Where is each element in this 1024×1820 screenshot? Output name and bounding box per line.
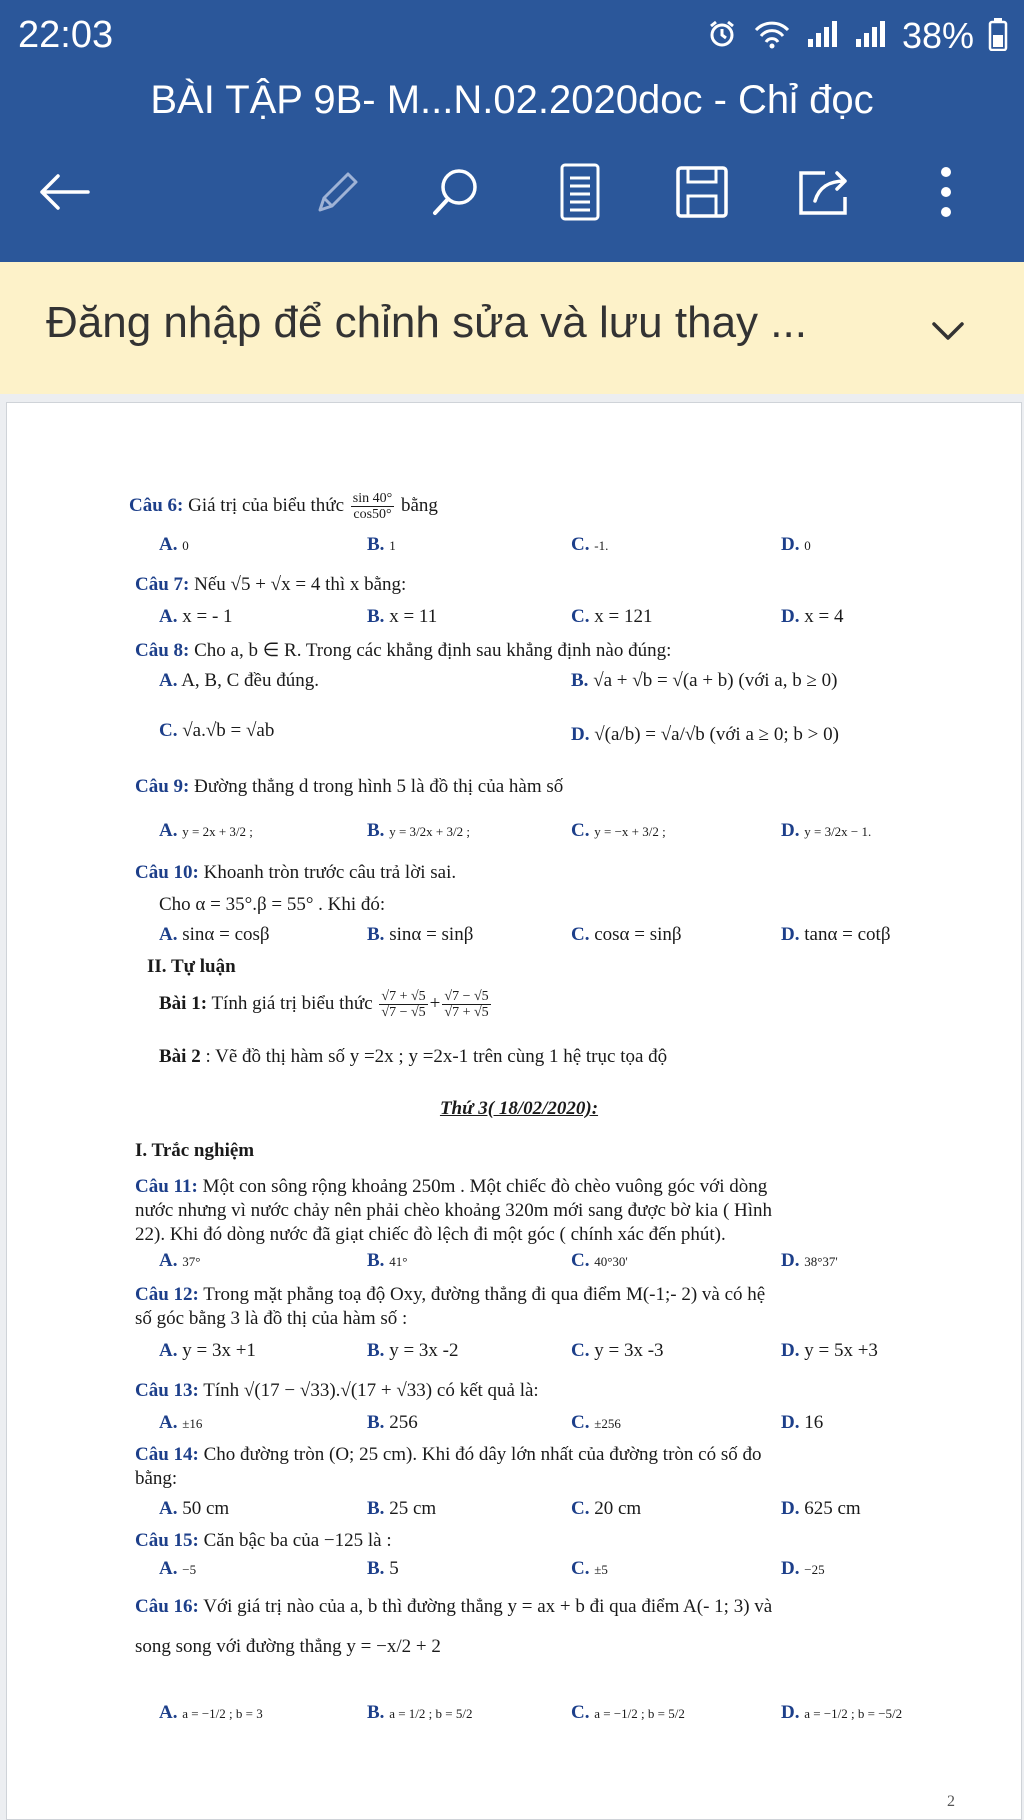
status-time: 22:03 (18, 14, 114, 56)
option-b (367, 1557, 399, 1581)
option-letter: C. (571, 1340, 590, 1361)
option-letter: B. (367, 820, 385, 841)
option-d (781, 1339, 878, 1363)
exercise-text: Tính giá trị biểu thức (211, 992, 373, 1014)
question-label: Câu 10: (135, 862, 199, 883)
option-c (571, 1411, 621, 1436)
option-c (571, 923, 682, 947)
question-label: Câu 9: (135, 776, 190, 797)
option-letter: D. (781, 1558, 800, 1579)
option-letter: B. (367, 924, 385, 945)
question-text-line-1: Với giá trị nào của a, b thì đường thẳng y = ax + b đi qua điểm A(- 1; 3) và (203, 1596, 773, 1617)
option-letter: C. (571, 1250, 590, 1271)
option-c (571, 533, 608, 558)
option-letter: A. (159, 534, 178, 555)
option-letter: A. (159, 1498, 178, 1519)
option-c (571, 1339, 664, 1363)
question-11-line-2: nước nhưng vì nước chảy nên phải chèo khoảng 320m mới sang được bờ kia ( Hình (135, 1200, 773, 1221)
option-a (159, 1411, 202, 1436)
document-content (11, 1, 1024, 1820)
option-a (159, 1497, 229, 1521)
question-label: Câu 7: (135, 574, 190, 595)
question-14-line-2: bằng: (135, 1468, 178, 1489)
sign-in-banner-text: Đăng nhập để chỉnh sửa và lưu thay ... (46, 298, 807, 347)
option-letter: C. (159, 720, 178, 741)
option-b (367, 1497, 436, 1521)
option-letter: B. (367, 1340, 385, 1361)
option-b (571, 669, 837, 693)
option-letter: D. (781, 1702, 800, 1723)
option-letter: D. (781, 1498, 800, 1519)
option-value: 1 (389, 538, 396, 553)
option-letter: A. (159, 670, 178, 691)
option-d (781, 819, 871, 844)
option-b (367, 533, 396, 558)
option-value: y = 3/2x − 1. (804, 824, 872, 839)
option-c (571, 819, 666, 844)
option-a (159, 1249, 200, 1274)
option-value: 38°37' (804, 1254, 838, 1269)
question-10 (135, 861, 456, 885)
document-title: BÀI TẬP 9B- M...N.02.2020doc - Chỉ đọc (150, 78, 874, 122)
option-a (159, 923, 270, 947)
exercise-2 (159, 1045, 667, 1069)
option-letter: A. (159, 1340, 178, 1361)
question-text-line-1: Một con sông rộng khoảng 250m . Một chiếc đò chèo vuông góc với dòng (202, 1176, 768, 1197)
denominator: cos50° (353, 507, 392, 522)
option-value: cosα = sinβ (594, 924, 682, 945)
option-letter: B. (571, 670, 589, 691)
question-10-given: Cho α = 35°.β = 55° . Khi đó: (159, 894, 386, 915)
option-value: √a.√b = √ab (182, 720, 275, 741)
question-15 (135, 1529, 392, 1553)
option-a (159, 605, 233, 629)
option-value: y = 3/2x + 3/2 ; (389, 824, 470, 839)
option-value: -1. (594, 538, 609, 553)
question-9 (135, 775, 563, 799)
section-multiple-choice-heading: I. Trắc nghiệm (135, 1140, 255, 1161)
question-8 (135, 639, 671, 663)
option-letter: D. (781, 534, 800, 555)
option-letter: C. (571, 924, 590, 945)
option-b (367, 1411, 418, 1435)
option-value: sinα = cosβ (182, 924, 270, 945)
option-letter: B. (367, 1250, 385, 1271)
option-letter: D. (781, 1250, 800, 1271)
option-value: y = 3x -3 (594, 1340, 664, 1361)
option-c (571, 1249, 628, 1274)
option-a (159, 1339, 256, 1363)
option-value: ±256 (594, 1416, 621, 1431)
option-value: √a + √b = √(a + b) (với a, b ≥ 0) (593, 670, 838, 691)
option-value: 5 (389, 1558, 399, 1579)
option-value: −5 (182, 1562, 197, 1577)
question-text-line-1: Trong mặt phẳng toạ độ Oxy, đường thẳng đi qua điểm M(-1;- 2) và có hệ (203, 1284, 766, 1305)
option-value: ±16 (182, 1416, 203, 1431)
option-value: √(a/b) = √a/√b (với a ≥ 0; b > 0) (594, 724, 839, 745)
exercise-1 (159, 989, 493, 1020)
option-c (159, 719, 274, 743)
option-b (367, 1339, 458, 1363)
question-11 (135, 1175, 767, 1199)
question-text: Cho a, b ∈ R. Trong các khẳng định sau khẳng định nào đúng: (194, 640, 672, 661)
option-letter: C. (571, 606, 590, 627)
question-12 (135, 1283, 765, 1307)
numerator: √7 − √5 (444, 989, 489, 1004)
option-d (781, 1497, 861, 1521)
option-letter: D. (781, 1340, 800, 1361)
denominator: √7 − √5 (381, 1005, 426, 1020)
option-letter: D. (571, 724, 590, 745)
option-a (159, 669, 319, 693)
option-value: a = 1/2 ; b = 5/2 (389, 1706, 473, 1721)
option-b (367, 605, 437, 629)
option-d (781, 533, 811, 558)
option-d (781, 1701, 902, 1726)
question-text: Tính √(17 − √33).√(17 + √33) có kết quả là: (203, 1380, 539, 1401)
option-a (159, 533, 189, 558)
option-letter: B. (367, 1702, 385, 1723)
fraction (351, 491, 394, 522)
option-value: 16 (804, 1412, 824, 1433)
option-value: −25 (804, 1562, 825, 1577)
option-a (159, 1557, 196, 1582)
option-letter: B. (367, 606, 385, 627)
question-11-line-3: 22). Khi đó dòng nước đã giạt chiếc đò lệch đi một góc ( chính xác đến phút). (135, 1224, 726, 1245)
option-value: 0 (804, 538, 811, 553)
question-label: Câu 12: (135, 1284, 199, 1305)
battery-percent: 38% (901, 15, 974, 56)
option-value: tanα = cotβ (804, 924, 891, 945)
option-letter: D. (781, 606, 800, 627)
option-d (781, 605, 843, 629)
option-value: 37° (182, 1254, 201, 1269)
option-letter: C. (571, 534, 590, 555)
option-value: 20 cm (594, 1498, 642, 1519)
page-number: 2 (947, 1793, 955, 1810)
option-a (159, 1701, 263, 1726)
option-d (781, 1249, 838, 1274)
option-letter: A. (159, 924, 178, 945)
option-d (781, 1411, 823, 1435)
section-essay-heading: II. Tự luận (147, 956, 236, 977)
option-b (367, 1701, 472, 1726)
option-b (367, 923, 473, 947)
question-16-line-2: song song với đường thẳng y = −x/2 + 2 (135, 1636, 441, 1657)
question-16 (135, 1595, 772, 1619)
question-label: Câu 15: (135, 1530, 199, 1551)
option-value: a = −1/2 ; b = 3 (182, 1706, 263, 1721)
option-value: x = 121 (594, 606, 653, 627)
question-label: Câu 13: (135, 1380, 199, 1401)
option-letter: A. (159, 1412, 178, 1433)
option-value: y = 2x + 3/2 ; (182, 824, 253, 839)
question-13 (135, 1379, 539, 1403)
question-label: Câu 14: (135, 1444, 199, 1465)
option-letter: D. (781, 1412, 800, 1433)
option-c (571, 605, 652, 629)
option-letter: A. (159, 1558, 178, 1579)
question-label: Câu 16: (135, 1596, 199, 1617)
numerator: sin 40° (352, 491, 393, 506)
question-text: Khoanh tròn trước câu trả lời sai. (203, 862, 457, 883)
numerator: √7 + √5 (381, 989, 426, 1004)
option-value: y = 5x +3 (804, 1340, 878, 1361)
exercise-label: Bài 2 (159, 1046, 201, 1067)
exercise-text: : Vẽ đồ thị hàm số y =2x ; y =2x-1 trên cùng 1 hệ trục tọa độ (205, 1046, 668, 1067)
question-12-line-2: số góc bằng 3 là đồ thị của hàm số : (135, 1308, 408, 1329)
question-text-tail: bằng (400, 494, 438, 516)
option-letter: C. (571, 1412, 590, 1433)
option-value: 25 cm (389, 1498, 437, 1519)
question-text: Giá trị của biểu thức (188, 494, 345, 516)
exercise-label: Bài 1: (159, 992, 208, 1014)
option-value: 625 cm (804, 1498, 861, 1519)
document-page (6, 402, 1022, 1820)
option-value: A, B, C đều đúng. (181, 670, 319, 691)
option-value: x = - 1 (182, 606, 233, 627)
option-value: x = 4 (804, 606, 844, 627)
option-c (571, 1557, 608, 1582)
question-label: Câu 11: (135, 1176, 198, 1197)
option-value: x = 11 (389, 606, 438, 627)
option-letter: C. (571, 1498, 590, 1519)
option-c (571, 1497, 641, 1521)
question-text-line-1: Cho đường tròn (O; 25 cm). Khi đó dây lớn nhất của đường tròn có số đo (203, 1444, 762, 1465)
option-b (367, 1249, 407, 1274)
option-letter: B. (367, 534, 385, 555)
option-a (159, 819, 253, 844)
question-text: Đường thẳng d trong hình 5 là đồ thị của hàm số (194, 776, 564, 797)
question-7 (135, 573, 406, 597)
option-letter: C. (571, 820, 590, 841)
day-heading: Thứ 3( 18/02/2020): (439, 1098, 599, 1119)
option-letter: D. (781, 820, 800, 841)
option-value: 41° (389, 1254, 408, 1269)
option-value: 40°30' (594, 1254, 628, 1269)
option-letter: C. (571, 1558, 590, 1579)
question-text: Căn bậc ba của −125 là : (203, 1530, 392, 1551)
question-label: Câu 6: (129, 494, 184, 516)
option-letter: B. (367, 1558, 385, 1579)
option-value: 50 cm (182, 1498, 230, 1519)
option-value: ±5 (594, 1562, 608, 1577)
option-value: sinα = sinβ (389, 924, 474, 945)
option-d (571, 723, 839, 747)
question-14 (135, 1443, 761, 1467)
question-label: Câu 8: (135, 640, 190, 661)
option-value: y = 3x -2 (389, 1340, 459, 1361)
option-d (781, 923, 891, 947)
option-value: 0 (182, 538, 189, 553)
option-letter: C. (571, 1702, 590, 1723)
option-letter: A. (159, 606, 178, 627)
option-letter: A. (159, 1702, 178, 1723)
denominator: √7 + √5 (444, 1005, 489, 1020)
option-d (781, 1557, 825, 1582)
option-letter: A. (159, 1250, 178, 1271)
option-letter: B. (367, 1412, 385, 1433)
plus-sign: + (429, 992, 441, 1014)
fraction-2 (442, 989, 490, 1020)
option-letter: B. (367, 1498, 385, 1519)
option-value: a = −1/2 ; b = −5/2 (804, 1706, 903, 1721)
option-value: a = −1/2 ; b = 5/2 (594, 1706, 685, 1721)
option-value: 256 (389, 1412, 418, 1433)
option-value: y = 3x +1 (182, 1340, 256, 1361)
question-text: Nếu √5 + √x = 4 thì x bằng: (194, 574, 407, 595)
option-letter: A. (159, 820, 178, 841)
option-c (571, 1701, 685, 1726)
option-b (367, 819, 470, 844)
option-value: y = −x + 3/2 ; (594, 824, 666, 839)
question-6 (129, 491, 438, 522)
option-letter: D. (781, 924, 800, 945)
fraction-1 (379, 989, 427, 1020)
